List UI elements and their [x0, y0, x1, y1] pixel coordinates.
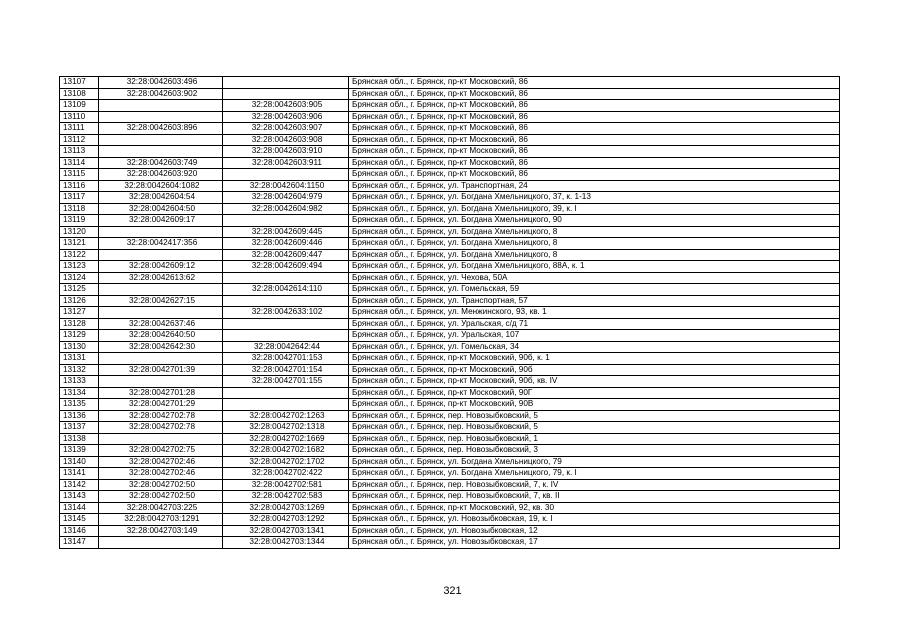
- row-number-cell: 13133: [60, 376, 99, 388]
- address-cell: Брянская обл., г. Брянск, ул. Транспортная, 24: [349, 180, 840, 192]
- cadastral-number-secondary-cell: [223, 272, 349, 284]
- cadastral-number-cell: 32:28:0042604:54: [99, 192, 223, 204]
- row-number-cell: 13121: [60, 238, 99, 250]
- cadastral-number-cell: [99, 111, 223, 123]
- address-cell: Брянская обл., г. Брянск, пр-кт Московский, 90б: [349, 364, 840, 376]
- table-row: [60, 341, 840, 353]
- address-cell: Брянская обл., г. Брянск, ул. Новозыбковская, 17: [349, 537, 840, 549]
- row-number-cell: 13147: [60, 537, 99, 549]
- table-row: [60, 180, 840, 192]
- cadastral-number-secondary-cell: [223, 295, 349, 307]
- table-row: [60, 215, 840, 227]
- cadastral-number-cell: 32:28:0042701:29: [99, 399, 223, 411]
- table-row: [60, 272, 840, 284]
- table-row: [60, 387, 840, 399]
- table-row: [60, 422, 840, 434]
- cadastral-number-secondary-cell: 32:28:0042702:1318: [223, 422, 349, 434]
- row-number-cell: 13111: [60, 123, 99, 135]
- table-row: [60, 146, 840, 158]
- address-cell: Брянская обл., г. Брянск, пр-кт Московский, 90Г: [349, 387, 840, 399]
- cadastral-number-secondary-cell: 32:28:0042603:906: [223, 111, 349, 123]
- table-row: [60, 192, 840, 204]
- cadastral-number-secondary-cell: 32:28:0042702:581: [223, 479, 349, 491]
- address-cell: Брянская обл., г. Брянск, пр-кт Московский, 86: [349, 100, 840, 112]
- address-cell: Брянская обл., г. Брянск, пр-кт Московский, 86: [349, 88, 840, 100]
- cadastral-number-secondary-cell: 32:28:0042614:110: [223, 284, 349, 296]
- row-number-cell: 13132: [60, 364, 99, 376]
- row-number-cell: 13127: [60, 307, 99, 319]
- row-number-cell: 13126: [60, 295, 99, 307]
- cadastral-number-secondary-cell: 32:28:0042603:907: [223, 123, 349, 135]
- table-row: [60, 456, 840, 468]
- row-number-cell: 13113: [60, 146, 99, 158]
- cadastral-number-cell: [99, 146, 223, 158]
- cadastral-number-cell: 32:28:0042603:896: [99, 123, 223, 135]
- address-cell: Брянская обл., г. Брянск, ул. Гомельская, 34: [349, 341, 840, 353]
- table-row: [60, 238, 840, 250]
- address-cell: Брянская обл., г. Брянск, ул. Уральская, 107: [349, 330, 840, 342]
- row-number-cell: 13116: [60, 180, 99, 192]
- cadastral-number-cell: 32:28:0042703:1291: [99, 514, 223, 526]
- row-number-cell: 13142: [60, 479, 99, 491]
- cadastral-number-secondary-cell: 32:28:0042701:155: [223, 376, 349, 388]
- address-cell: Брянская обл., г. Брянск, пер. Новозыбковский, 3: [349, 445, 840, 457]
- table-row: [60, 100, 840, 112]
- cadastral-number-cell: 32:28:0042640:50: [99, 330, 223, 342]
- cadastral-number-cell: [99, 284, 223, 296]
- row-number-cell: 13114: [60, 157, 99, 169]
- cadastral-number-cell: 32:28:0042609:12: [99, 261, 223, 273]
- table-row: [60, 468, 840, 480]
- cadastral-number-secondary-cell: 32:28:0042603:905: [223, 100, 349, 112]
- address-cell: Брянская обл., г. Брянск, пр-кт Московский, 86: [349, 169, 840, 181]
- cadastral-number-secondary-cell: 32:28:0042609:447: [223, 249, 349, 261]
- row-number-cell: 13146: [60, 525, 99, 537]
- cadastral-number-cell: 32:28:0042702:46: [99, 456, 223, 468]
- row-number-cell: 13108: [60, 88, 99, 100]
- table-row: [60, 376, 840, 388]
- table-row: [60, 169, 840, 181]
- row-number-cell: 13136: [60, 410, 99, 422]
- address-cell: Брянская обл., г. Брянск, ул. Богдана Хмельницкого, 8: [349, 226, 840, 238]
- cadastral-number-cell: 32:28:0042603:496: [99, 77, 223, 89]
- cadastral-number-cell: 32:28:0042702:75: [99, 445, 223, 457]
- table-row: [60, 353, 840, 365]
- table-row: [60, 226, 840, 238]
- row-number-cell: 13110: [60, 111, 99, 123]
- cadastral-number-cell: 32:28:0042613:62: [99, 272, 223, 284]
- table-row: [60, 88, 840, 100]
- row-number-cell: 13135: [60, 399, 99, 411]
- table-row: [60, 203, 840, 215]
- row-number-cell: 13138: [60, 433, 99, 445]
- cadastral-number-secondary-cell: [223, 387, 349, 399]
- table-row: [60, 514, 840, 526]
- row-number-cell: 13125: [60, 284, 99, 296]
- cadastral-number-cell: 32:28:0042642:30: [99, 341, 223, 353]
- row-number-cell: 13139: [60, 445, 99, 457]
- row-number-cell: 13145: [60, 514, 99, 526]
- cadastral-number-cell: 32:28:0042702:50: [99, 491, 223, 503]
- row-number-cell: 13118: [60, 203, 99, 215]
- address-cell: Брянская обл., г. Брянск, ул. Богдана Хмельницкого, 90: [349, 215, 840, 227]
- cadastral-number-secondary-cell: 32:28:0042603:911: [223, 157, 349, 169]
- cadastral-number-secondary-cell: 32:28:0042604:982: [223, 203, 349, 215]
- cadastral-number-cell: 32:28:0042417:356: [99, 238, 223, 250]
- row-number-cell: 13140: [60, 456, 99, 468]
- cadastral-number-secondary-cell: 32:28:0042702:1263: [223, 410, 349, 422]
- row-number-cell: 13117: [60, 192, 99, 204]
- cadastral-number-cell: 32:28:0042603:920: [99, 169, 223, 181]
- row-number-cell: 13120: [60, 226, 99, 238]
- cadastral-number-secondary-cell: 32:28:0042702:1702: [223, 456, 349, 468]
- cadastral-number-secondary-cell: [223, 77, 349, 89]
- table-row: [60, 261, 840, 273]
- cadastral-number-secondary-cell: 32:28:0042703:1344: [223, 537, 349, 549]
- cadastral-number-cell: 32:28:0042703:149: [99, 525, 223, 537]
- cadastral-number-cell: 32:28:0042604:50: [99, 203, 223, 215]
- table-row: [60, 410, 840, 422]
- cadastral-number-cell: [99, 537, 223, 549]
- row-number-cell: 13131: [60, 353, 99, 365]
- table-row: [60, 157, 840, 169]
- cadastral-number-secondary-cell: 32:28:0042702:1669: [223, 433, 349, 445]
- cadastral-number-cell: 32:28:0042627:15: [99, 295, 223, 307]
- row-number-cell: 13109: [60, 100, 99, 112]
- cadastral-number-cell: [99, 307, 223, 319]
- address-cell: Брянская обл., г. Брянск, пер. Новозыбковский, 7, кв. II: [349, 491, 840, 503]
- cadastral-number-cell: 32:28:0042702:50: [99, 479, 223, 491]
- cadastral-number-secondary-cell: 32:28:0042702:422: [223, 468, 349, 480]
- cadastral-number-cell: [99, 134, 223, 146]
- cadastral-number-cell: 32:28:0042604:1082: [99, 180, 223, 192]
- cadastral-number-cell: 32:28:0042701:28: [99, 387, 223, 399]
- address-cell: Брянская обл., г. Брянск, пр-кт Московский, 86: [349, 123, 840, 135]
- address-cell: Брянская обл., г. Брянск, ул. Богдана Хмельницкого, 39, к. I: [349, 203, 840, 215]
- row-number-cell: 13124: [60, 272, 99, 284]
- row-number-cell: 13119: [60, 215, 99, 227]
- address-cell: Брянская обл., г. Брянск, ул. Менжинского, 93, кв. 1: [349, 307, 840, 319]
- cadastral-number-cell: 32:28:0042701:39: [99, 364, 223, 376]
- table-row: [60, 491, 840, 503]
- cadastral-number-secondary-cell: 32:28:0042701:154: [223, 364, 349, 376]
- cadastral-number-cell: 32:28:0042702:78: [99, 422, 223, 434]
- cadastral-number-secondary-cell: 32:28:0042603:908: [223, 134, 349, 146]
- table-row: [60, 307, 840, 319]
- cadastral-number-cell: 32:28:0042702:46: [99, 468, 223, 480]
- table-row: [60, 111, 840, 123]
- address-cell: Брянская обл., г. Брянск, ул. Новозыбковская, 12: [349, 525, 840, 537]
- cadastral-number-secondary-cell: 32:28:0042603:910: [223, 146, 349, 158]
- cadastral-number-cell: [99, 376, 223, 388]
- address-cell: Брянская обл., г. Брянск, пр-кт Московский, 92, кв. 30: [349, 502, 840, 514]
- table-row: [60, 123, 840, 135]
- row-number-cell: 13123: [60, 261, 99, 273]
- cadastral-number-secondary-cell: [223, 169, 349, 181]
- row-number-cell: 13129: [60, 330, 99, 342]
- address-cell: Брянская обл., г. Брянск, ул. Богдана Хмельницкого, 79, к. I: [349, 468, 840, 480]
- cadastral-number-secondary-cell: 32:28:0042703:1292: [223, 514, 349, 526]
- table-row: [60, 364, 840, 376]
- cadastral-number-cell: 32:28:0042603:902: [99, 88, 223, 100]
- cadastral-number-secondary-cell: 32:28:0042633:102: [223, 307, 349, 319]
- address-cell: Брянская обл., г. Брянск, ул. Гомельская, 59: [349, 284, 840, 296]
- address-cell: Брянская обл., г. Брянск, пр-кт Московский, 90В: [349, 399, 840, 411]
- address-cell: Брянская обл., г. Брянск, пер. Новозыбковский, 5: [349, 410, 840, 422]
- table-row: [60, 502, 840, 514]
- row-number-cell: 13137: [60, 422, 99, 434]
- address-cell: Брянская обл., г. Брянск, ул. Богдана Хмельницкого, 8: [349, 238, 840, 250]
- address-cell: Брянская обл., г. Брянск, ул. Уральская, с/д 71: [349, 318, 840, 330]
- cadastral-number-secondary-cell: [223, 399, 349, 411]
- table-row: [60, 249, 840, 261]
- address-cell: Брянская обл., г. Брянск, пр-кт Московский, 86: [349, 146, 840, 158]
- table-row: [60, 445, 840, 457]
- cadastral-number-cell: 32:28:0042603:749: [99, 157, 223, 169]
- row-number-cell: 13144: [60, 502, 99, 514]
- row-number-cell: 13130: [60, 341, 99, 353]
- address-cell: Брянская обл., г. Брянск, ул. Новозыбковская, 19, к. I: [349, 514, 840, 526]
- row-number-cell: 13141: [60, 468, 99, 480]
- table-row: [60, 537, 840, 549]
- cadastral-number-cell: 32:28:0042702:78: [99, 410, 223, 422]
- row-number-cell: 13143: [60, 491, 99, 503]
- cadastral-number-secondary-cell: 32:28:0042701:153: [223, 353, 349, 365]
- address-cell: Брянская обл., г. Брянск, ул. Богдана Хмельницкого, 79: [349, 456, 840, 468]
- cadastral-number-secondary-cell: 32:28:0042642:44: [223, 341, 349, 353]
- address-cell: Брянская обл., г. Брянск, пр-кт Московский, 90б, кв. IV: [349, 376, 840, 388]
- cadastral-number-secondary-cell: 32:28:0042703:1269: [223, 502, 349, 514]
- table-row: [60, 284, 840, 296]
- cadastral-number-cell: 32:28:0042637:46: [99, 318, 223, 330]
- address-cell: Брянская обл., г. Брянск, пр-кт Московский, 86: [349, 111, 840, 123]
- row-number-cell: 13115: [60, 169, 99, 181]
- table-row: [60, 525, 840, 537]
- address-cell: Брянская обл., г. Брянск, ул. Богдана Хмельницкого, 88А, к. 1: [349, 261, 840, 273]
- address-cell: Брянская обл., г. Брянск, пер. Новозыбковский, 5: [349, 422, 840, 434]
- cadastral-number-cell: [99, 226, 223, 238]
- table-row: [60, 399, 840, 411]
- row-number-cell: 13112: [60, 134, 99, 146]
- cadastral-number-secondary-cell: [223, 330, 349, 342]
- row-number-cell: 13128: [60, 318, 99, 330]
- register-table-body: [60, 77, 840, 549]
- cadastral-number-cell: 32:28:0042609:17: [99, 215, 223, 227]
- cadastral-number-secondary-cell: 32:28:0042604:1150: [223, 180, 349, 192]
- address-cell: Брянская обл., г. Брянск, пер. Новозыбковский, 7, к. IV: [349, 479, 840, 491]
- cadastral-number-secondary-cell: 32:28:0042609:445: [223, 226, 349, 238]
- cadastral-number-secondary-cell: 32:28:0042604:979: [223, 192, 349, 204]
- address-cell: Брянская обл., г. Брянск, пр-кт Московский, 86: [349, 157, 840, 169]
- address-cell: Брянская обл., г. Брянск, пр-кт Московский, 90б, к. 1: [349, 353, 840, 365]
- address-cell: Брянская обл., г. Брянск, ул. Богдана Хмельницкого, 8: [349, 249, 840, 261]
- cadastral-number-secondary-cell: 32:28:0042609:494: [223, 261, 349, 273]
- table-row: [60, 433, 840, 445]
- address-cell: Брянская обл., г. Брянск, ул. Транспортная, 57: [349, 295, 840, 307]
- page-number: 321: [443, 585, 462, 597]
- property-register-table: [59, 76, 840, 549]
- address-cell: Брянская обл., г. Брянск, пр-кт Московский, 86: [349, 134, 840, 146]
- address-cell: Брянская обл., г. Брянск, ул. Чехова, 50А: [349, 272, 840, 284]
- table-row: [60, 134, 840, 146]
- table-row: [60, 330, 840, 342]
- cadastral-number-cell: 32:28:0042703:225: [99, 502, 223, 514]
- row-number-cell: 13134: [60, 387, 99, 399]
- address-cell: Брянская обл., г. Брянск, ул. Богдана Хмельницкого, 37, к. 1-13: [349, 192, 840, 204]
- table-row: [60, 295, 840, 307]
- cadastral-number-secondary-cell: 32:28:0042609:446: [223, 238, 349, 250]
- cadastral-number-cell: [99, 100, 223, 112]
- cadastral-number-secondary-cell: 32:28:0042702:1682: [223, 445, 349, 457]
- table-row: [60, 77, 840, 89]
- cadastral-number-secondary-cell: 32:28:0042703:1341: [223, 525, 349, 537]
- address-cell: Брянская обл., г. Брянск, пр-кт Московский, 86: [349, 77, 840, 89]
- address-cell: Брянская обл., г. Брянск, пер. Новозыбковский, 1: [349, 433, 840, 445]
- cadastral-number-secondary-cell: [223, 88, 349, 100]
- table-row: [60, 318, 840, 330]
- cadastral-number-cell: [99, 249, 223, 261]
- row-number-cell: 13122: [60, 249, 99, 261]
- cadastral-number-secondary-cell: 32:28:0042702:583: [223, 491, 349, 503]
- table-row: [60, 479, 840, 491]
- cadastral-number-cell: [99, 433, 223, 445]
- cadastral-number-secondary-cell: [223, 215, 349, 227]
- cadastral-number-cell: [99, 353, 223, 365]
- row-number-cell: 13107: [60, 77, 99, 89]
- cadastral-number-secondary-cell: [223, 318, 349, 330]
